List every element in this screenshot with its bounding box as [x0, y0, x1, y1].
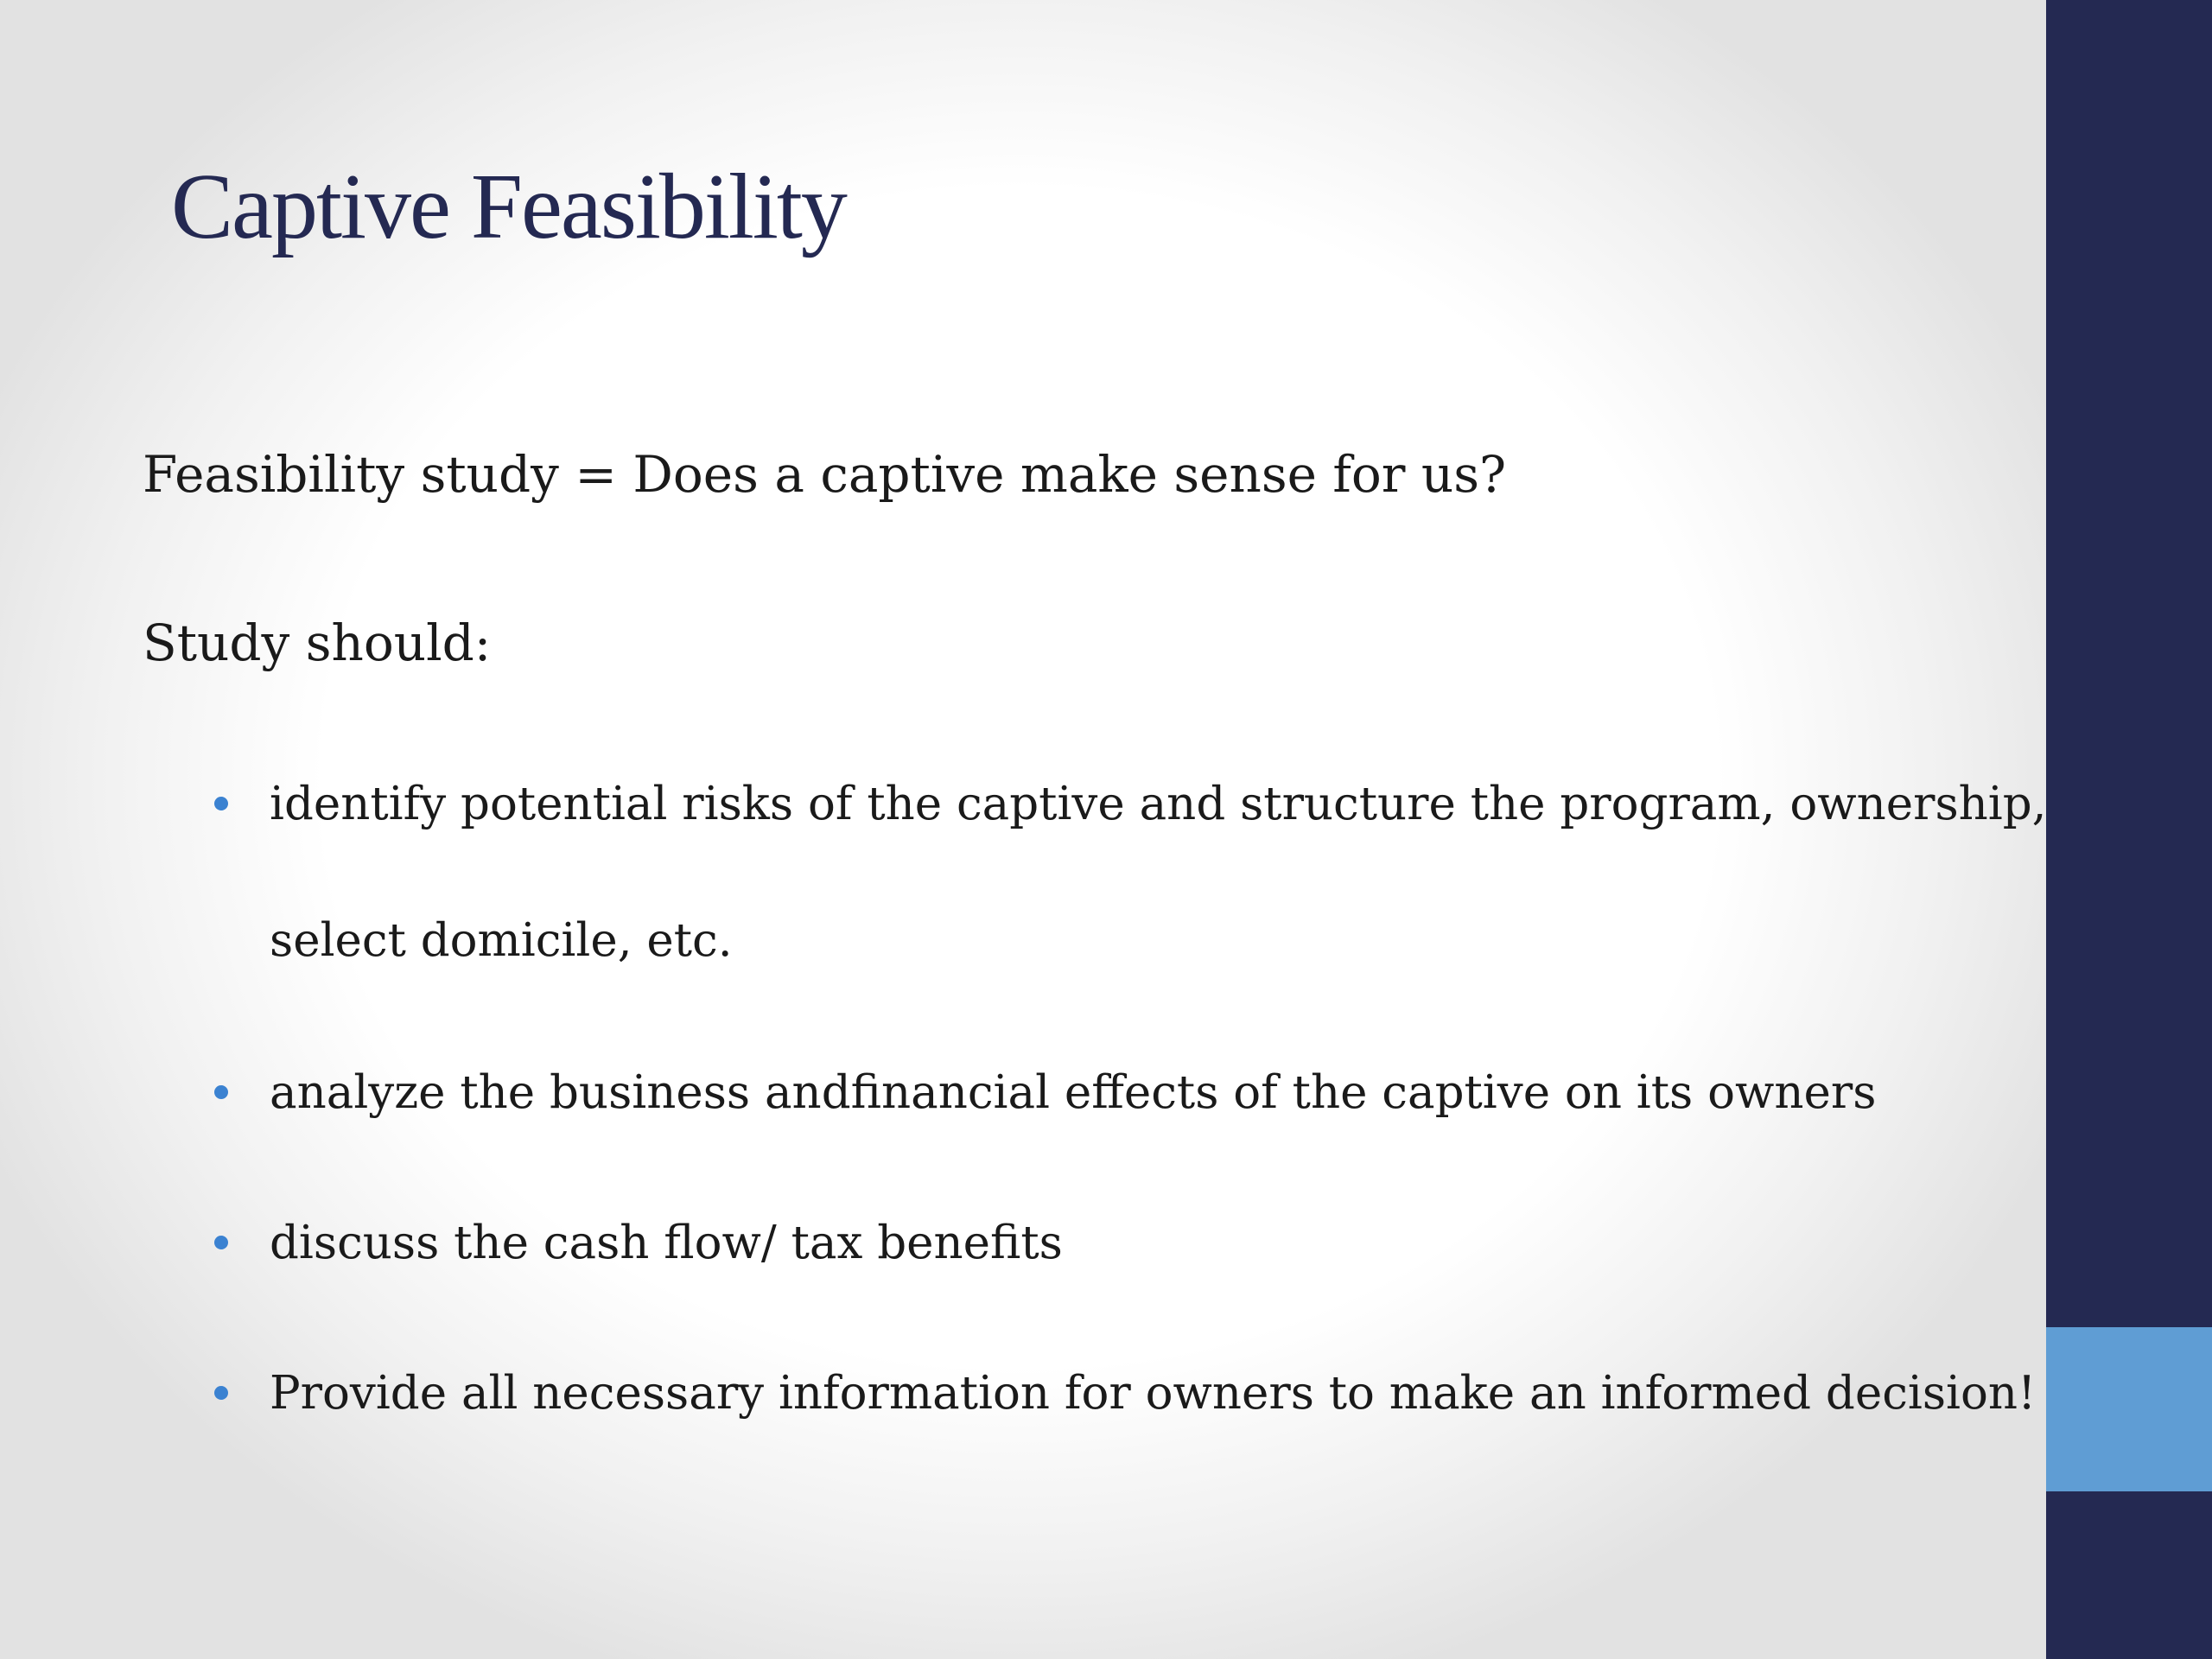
bullet-text-continued: select domicile, etc. — [270, 914, 733, 967]
slide-title: Captive Feasibility — [171, 156, 846, 258]
bullet-icon — [214, 1085, 228, 1099]
bullet-text: discuss the cash flow/ tax benefits — [270, 1217, 1063, 1269]
side-accent-block — [2046, 1327, 2212, 1491]
bullet-icon — [214, 1236, 228, 1249]
bullet-text: identify potential risks of the captive and structure the program, ownership, — [270, 778, 2047, 830]
intro-paragraph: Feasibility study = Does a captive make sense for us? — [143, 445, 1507, 504]
bullet-icon — [214, 797, 228, 810]
bullet-text: analyze the business andfinancial effects of the captive on its owners — [270, 1066, 1877, 1119]
bullet-text: Provide all necessary information for owners to make an informed decision! — [270, 1367, 2037, 1420]
study-should-label: Study should: — [143, 613, 492, 672]
bullet-icon — [214, 1386, 228, 1400]
